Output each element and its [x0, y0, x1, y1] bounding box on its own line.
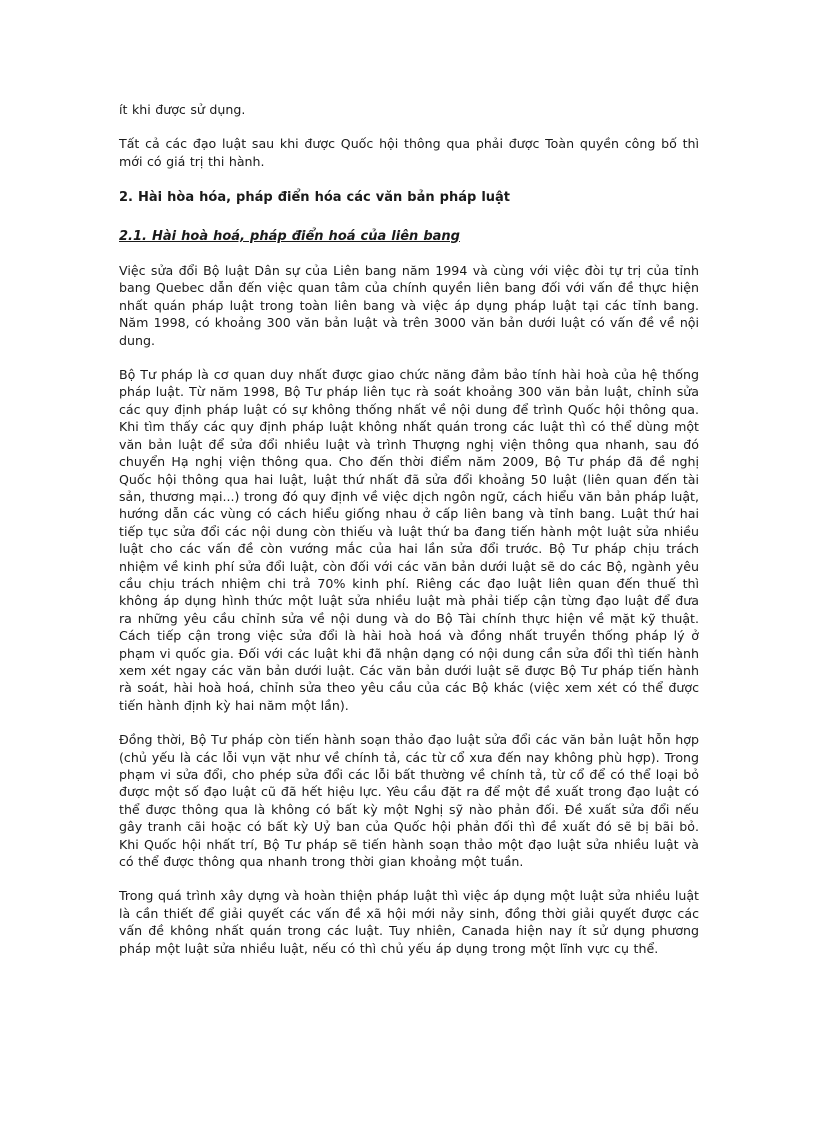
spacer [119, 170, 699, 187]
spacer [119, 245, 699, 262]
paragraph-promulgation: Tất cả các đạo luật sau khi được Quốc hội thông qua phải được Toàn quyền công bố thì mới có giá trị thi hành. [119, 136, 699, 169]
document-page [119, 101, 699, 957]
paragraph-continuation: ít khi được sử dụng. [119, 102, 246, 117]
paragraph-ministry-justice: Bộ Tư pháp là cơ quan duy nhất được giao chức năng đảm bảo tính hài hoà của hệ thống pháp luật. Từ năm 1998, Bộ Tư pháp liên tục rà soát khoảng 300 văn bản luật, chỉnh sửa các quy định pháp luật có sự không thống nhất về nội dung để trình Quốc hội thông qua. Khi tìm thấy các quy định pháp luật không nhất quán trong các luật thì có thể dùng một văn bản luật để sửa đổi nhiều luật và trình Thượng nghị viện thông qua nhanh, sau đó chuyển Hạ nghị viện thông qua. Cho đến thời điểm năm 2009, Bộ Tư pháp đã đề nghị Quốc hội thông qua hai luật, luật thứ nhất đã sửa đổi khoảng 50 luật (liên quan đến tài sản, thương mại...) trong đó quy định về việc dịch ngôn ngữ, cách hiểu văn bản pháp luật, hướng dẫn các vùng có cách hiểu giống nhau ở cấp liên bang và tỉnh bang. Luật thứ hai tiếp tục sửa đổi các nội dung còn thiếu và luật thứ ba đang tiến hành một luật sửa nhiều luật cho các vấn đề còn vướng mắc của hai lần sửa đổi trước. Bộ Tư pháp chịu trách nhiệm về kinh phí sửa đổi luật, còn đối với các văn bản dưới luật sẽ do các Bộ, ngành yêu cầu chịu trách nhiệm chi trả 70% kinh phí. Riêng các đạo luật liên quan đến thuế thì không áp dụng hình thức một luật sửa nhiều luật mà phải tiếp cận từng đạo luật để đưa ra những yêu cầu chỉnh sửa về nội dung và do Bộ Tài chính thực hiện về mặt kỹ thuật. Cách tiếp cận trong việc sửa đổi là hài hoà hoá và đồng nhất truyền thống pháp lý ở phạm vi quốc gia. Đối với các luật khi đã nhận dạng có nội dung cần sửa đổi thì tiến hành xem xét ngay các văn bản dưới luật. Các văn bản dưới luật sẽ được Bộ Tư pháp tiến hành rà soát, hài hoà hoá, chỉnh sửa theo yêu cầu của các Bộ khác (việc xem xét có thể được tiến hành định kỳ hai năm một lần). [119, 367, 699, 713]
spacer [119, 207, 699, 224]
paragraph-conclusion: Trong quá trình xây dựng và hoàn thiện pháp luật thì việc áp dụng một luật sửa nhiều luật là cần thiết để giải quyết các vấn đề xã hội mới nảy sinh, đồng thời giải quyết được các vấn đề không nhất quán trong các luật. Tuy nhiên, Canada hiện nay ít sử dụng phương pháp một luật sửa nhiều luật, nếu có thì chủ yếu áp dụng trong một lĩnh vực cụ thể. [119, 888, 699, 956]
spacer [119, 714, 699, 731]
spacer [119, 870, 699, 887]
spacer [119, 118, 699, 135]
paragraph-mixed-amendments: Đồng thời, Bộ Tư pháp còn tiến hành soạn thảo đạo luật sửa đổi các văn bản luật hỗn hợp (chủ yếu là các lỗi vụn vặt như về chính tả, các từ cổ xưa đến nay không phù hợp). Trong phạm vi sửa đổi, cho phép sửa đổi các lỗi bất thường về chính tả, từ cổ để có thể loại bỏ được một số đạo luật cũ đã hết hiệu lực. Yêu cầu đặt ra để một đề xuất trong đạo luật có thể được thông qua là không có bất kỳ một Nghị sỹ nào phản đối. Đề xuất sửa đổi nếu gây tranh cãi hoặc có bất kỳ Uỷ ban của Quốc hội phản đối thì đề xuất đó sẽ bị bãi bỏ. Khi Quốc hội nhất trí, Bộ Tư pháp sẽ tiến hành soạn thảo một đạo luật sửa nhiều luật và có thể được thông qua nhanh trong thời gian khoảng một tuần. [119, 732, 699, 870]
paragraph-civil-code: Việc sửa đổi Bộ luật Dân sự của Liên bang năm 1994 và cùng với việc đòi tự trị của tỉnh bang Quebec dẫn đến việc quan tâm của chính quyền liên bang đối với vấn đề thực hiện nhất quán pháp luật trong toàn liên bang và việc áp dụng pháp luật tại các tỉnh bang. Năm 1998, có khoảng 300 văn bản luật và trên 3000 văn bản dưới luật có vấn đề về nội dung. [119, 263, 699, 348]
spacer [119, 349, 699, 366]
section-heading: 2. Hài hòa hóa, pháp điển hóa các văn bản pháp luật [119, 190, 511, 206]
subsection-heading: 2.1. Hài hoà hoá, pháp điển hoá của liên bang [119, 228, 460, 244]
